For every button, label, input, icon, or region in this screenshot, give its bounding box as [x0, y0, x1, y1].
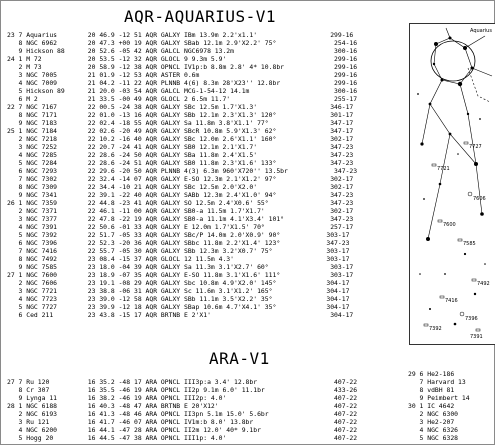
catalog-row: 3 NGC 7005 21 01.9 -12 53 AQR ASTER 0.6m 299-16: [7, 71, 358, 79]
side-list-row: 8 vdBH 81: [408, 386, 455, 394]
catalog-row: 6 NGC 7396 22 52.3 -20 36 AQR GALXY SBbc 11.8m 2.2'X1.4' 123° 347-23: [7, 239, 350, 247]
catalog-row: 4 NGC 7285 22 28.6 -24 50 AQR GALXY SBa 11.8m 2.4'X1.5' 347-23: [7, 151, 354, 159]
catalog-row: 23 7 Aquarius 20 46.9 -12 51 AQR GALXY IBm 13.9m 2.2'x1.1' 299-16: [7, 31, 354, 39]
chart-label: 7721: [437, 166, 450, 172]
catalog-row: 4 NGC 6200 16 44.1 -47 28 ARA OPNCL II2m 12.0' 40* 9.1br 407-22: [7, 426, 358, 434]
catalog-row: 2 NGC 6193 16 41.3 -48 46 ARA OPNCL II3pn 5.1m 15.0' 5.6br 407-22: [7, 410, 358, 418]
catalog-row: 5 Hogg 20 16 44.5 -47 38 ARA OPNCL III1p: 4.0' 407-22: [7, 434, 358, 442]
catalog-row: 3 Ru 121 16 41.7 -46 07 ARA OPNCL IV1m:b 8.0' 13.8br 407-22: [7, 418, 358, 426]
chart-label: 7727: [469, 144, 482, 150]
chart-label: 7392: [429, 326, 442, 332]
ara-title: ARA-V1: [209, 349, 270, 368]
catalog-row: 22 7 NGC 7167 22 00.5 -24 38 AQR GALXY SBc 12.5m 1.7'X1.3' 346-17: [7, 103, 354, 111]
catalog-row: 8 Cr 307 16 35.5 -46 19 ARA OPNCL II2p 9.1m 6.0' 11.1br 433-26: [7, 386, 358, 394]
side-list-row: 29 6 He2-186: [408, 370, 455, 378]
star-chart-svg: [410, 24, 495, 344]
catalog-row: 9 NGC 7183 22 02.4 -18 55 AQR GALXY Sa 11.8m 3.8'X1.1' 77° 347-17: [7, 119, 354, 127]
side-list-row: 3 He2-207: [408, 418, 455, 426]
catalog-row: 5 NGC 7727 23 39.9 -12 18 AQR GALXY SBap 10.6m 4.7'X4.1' 35° 304-17: [7, 303, 350, 311]
catalog-row: 8 NGC 7492 23 08.4 -15 37 AQR GLOCL 12 11.5m 4.3' 303-17: [7, 255, 350, 263]
catalog-row: 25 1 NGC 7184 22 02.6 -20 49 AQR GALXY SBcR 10.8m 5.9'X1.3' 62° 347-17: [7, 127, 354, 135]
catalog-row: 6 M 2 21 33.5 -00 49 AQR GLOCL 2 6.5m 11.7' 255-17: [7, 95, 358, 103]
catalog-row: 4 NGC 7723 23 39.0 -12 58 AQR GALXY SBb 11.1m 3.5'X2.2' 35° 304-17: [7, 295, 350, 303]
catalog-row: 2 NGC 7606 23 19.1 -08 29 AQR GALXY Sbc 10.8m 4.9'X2.0' 145° 304-17: [7, 279, 350, 287]
catalog-row: 27 1 NGC 7600 23 18.9 -07 35 AQR GALXY E-SO 11.8m 3.1'X1.6' 111° 303-17: [7, 271, 354, 279]
catalog-row: 8 NGC 7309 22 34.4 -10 21 AQR GALXY SBc 12.5m 2.0'X2.0' 302-17: [7, 183, 354, 191]
catalog-row: 2 M 73 20 58.9 -12 38 AQR OPNCL IV1p:b 8.8m 2.8' 4* 10.8br 299-16: [7, 63, 358, 71]
catalog-row: 24 1 M 72 20 53.5 -12 32 AQR GLOCL 9 9.3m 5.9' 299-16: [7, 55, 358, 63]
catalog-row: 9 NGC 7585 23 18.0 -04 39 AQR GALXY Sa 11.3m 3.1'X2.7' 60° 303-17: [7, 263, 354, 271]
chart-label: 7416: [445, 298, 458, 304]
chart-constellation-label: Aquarius: [470, 28, 492, 34]
catalog-row: 27 7 Ru 120 16 35.2 -48 17 ARA OPNCL III3p:a 3.4' 12.8br 407-22: [7, 378, 358, 386]
catalog-row: 3 NGC 7377 22 47.8 -22 19 AQR GALXY SB0-a 11.1m 4.1'X3.4' 101° 347-23: [7, 215, 354, 223]
catalog-row: 26 1 NGC 7359 22 44.8 -23 41 AQR GALXY SO 12.5m 2.4'X0.6' 55° 347-23: [7, 199, 354, 207]
side-list-row: 30 1 IC 4642: [408, 402, 455, 410]
catalog-row: 3 NGC 7252 22 20.7 -24 41 AQR GALXY SB0 12.1m 2.1'X1.7' 347-23: [7, 143, 354, 151]
catalog-row: 2 NGC 7218 22 10.2 -16 40 AQR GALXY SBc 12.0m 2.6'X1.1' 160° 302-17: [7, 135, 354, 143]
chart-label: 7585: [463, 241, 476, 247]
catalog-row: 9 Lynga 11 16 38.2 -46 19 ARA OPNCL III2p: 4.0' 407-22: [7, 394, 358, 402]
side-list-row: 2 NGC 6300: [408, 410, 459, 418]
catalog-row: 6 Ced 211 23 43.8 -15 17 AQR BRTNB E 2'X1' 304-17: [7, 311, 354, 319]
chart-label: 7492: [477, 281, 490, 287]
aqr-title: AQR-AQUARIUS-V1: [124, 7, 276, 26]
catalog-row: 9 NGC 7341 22 39.1 -22 40 AQR GALXY SABb 12.3m 2.4'X1.0' 94° 347-23: [7, 191, 354, 199]
side-list-row: 9 Peimbert 14: [408, 394, 470, 402]
catalog-row: 7 NGC 7302 22 32.4 -14 07 AQR GALXY E-SO 12.3m 2.1'X1.2' 97° 302-17: [7, 175, 354, 183]
catalog-row: 5 NGC 7284 22 28.6 -24 51 AQR GALXY SB0 11.8m 2.3'X1.6' 133° 347-23: [7, 159, 354, 167]
chart-label: 7396: [465, 316, 478, 322]
side-list-row: 4 NGC 6326: [408, 426, 459, 434]
catalog-row: 5 NGC 7392 22 51.7 -05 33 AQR GALXY SBc/P 14.0m 2.0'X0.9' 90° 303-17: [7, 231, 350, 239]
catalog-row: 28 1 NGC 6188 16 40.3 -48 47 ARA BRTNB E 20'X12' 407-22: [7, 402, 358, 410]
catalog-row: 7 NGC 7416 22 55.7 -05 30 AQR GALXY SBb 12.3m 3.2'X0.7' 75° 303-17: [7, 247, 350, 255]
chart-label: 7391: [470, 334, 483, 340]
catalog-row: 9 Hickson 88 20 52.6 -05 42 AQR GALCL NGC6978 13.2m 300-16: [7, 47, 358, 55]
catalog-row: 6 NGC 7293 22 29.6 -20 50 AQR PLNNB 4(3) 6.3m 960'X720'' 13.5br 347-23: [7, 167, 358, 175]
chart-label: 7606: [473, 196, 486, 202]
catalog-row: 8 NGC 7171 22 01.0 -13 16 AQR GALXY SBb 12.1m 2.3'X1.3' 120° 301-17: [7, 111, 354, 119]
side-list-row: 7 Harvard 13: [408, 378, 466, 386]
catalog-row: 8 NGC 6962 20 47.3 +00 19 AQR GALXY SBab 12.1m 2.9'X2.2' 75° 254-16: [7, 39, 358, 47]
catalog-row: 4 NGC 7391 22 50.6 -01 33 AQR GALXY E 12.0m 1.7'X1.5' 70° 257-17: [7, 223, 354, 231]
catalog-row: 3 NGC 7721 23 38.8 -06 31 AQR GALXY Sc 11.6m 3.1'X1.2' 165° 304-17: [7, 287, 350, 295]
catalog-row: 4 NGC 7009 21 04.2 -11 22 AQR PLNNB 4(6) 8.3m 28'X23'' 12.8br 299-16: [7, 79, 358, 87]
chart-label: 7600: [443, 222, 456, 228]
aquarius-star-chart: [409, 23, 495, 345]
catalog-row: 5 Hickson 89 21 20.0 -03 54 AQR GALCL MCG-1-54-12 14.1m 300-16: [7, 87, 358, 95]
catalog-row: 2 NGC 7371 22 46.1 -11 00 AQR GALXY SB0-a 11.5m 1.7'X1.7' 302-17: [7, 207, 354, 215]
side-list-row: 5 NGC 6328: [408, 434, 459, 442]
